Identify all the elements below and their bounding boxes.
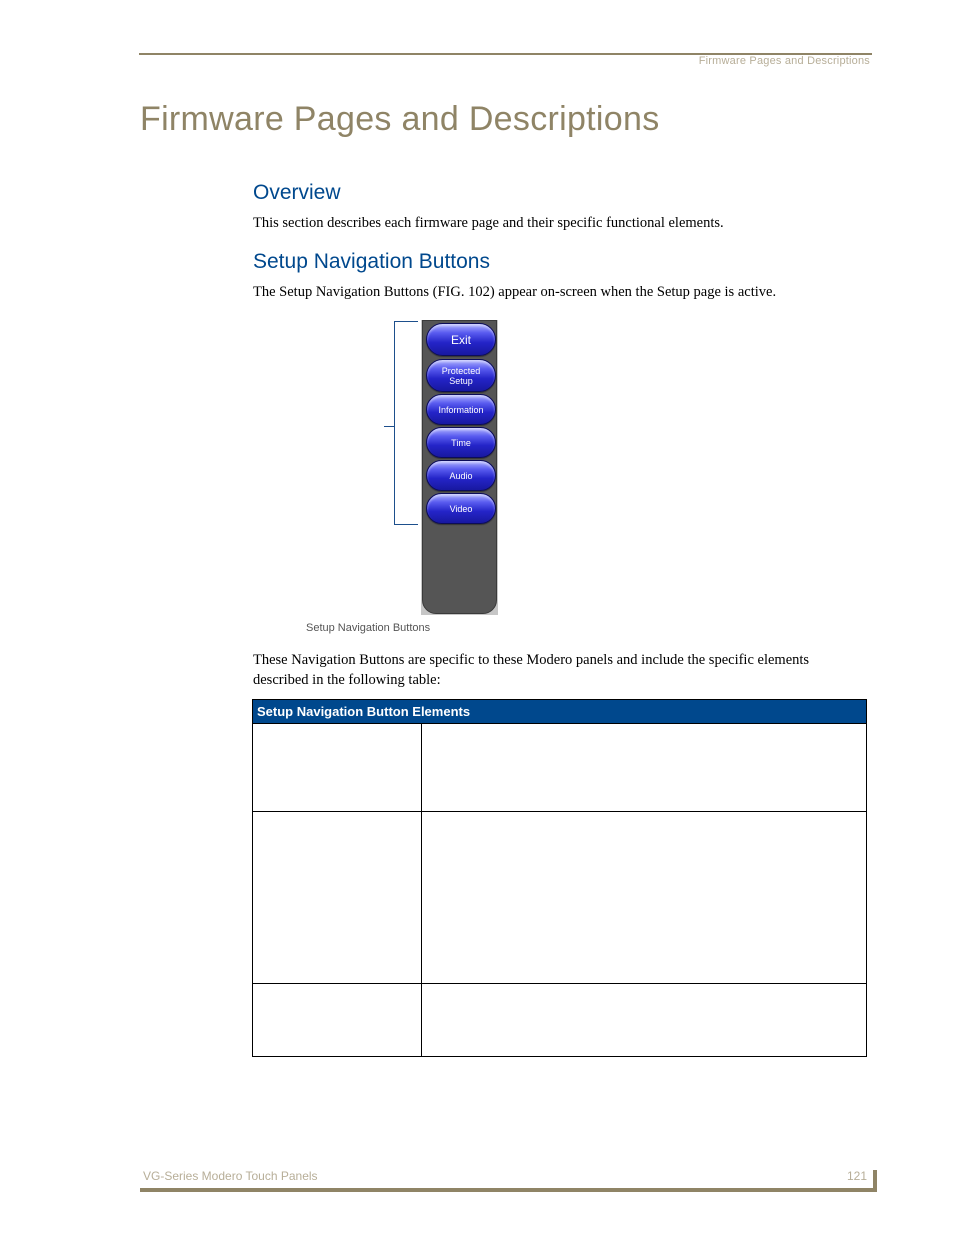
table-row	[253, 984, 867, 1057]
page-number: 121	[847, 1169, 868, 1183]
table-cell	[422, 812, 867, 984]
exit-button-label: Exit	[450, 332, 471, 347]
overview-heading: Overview	[253, 181, 341, 204]
information-button-label: Information	[438, 404, 484, 415]
elements-table	[252, 699, 867, 1057]
running-head: Firmware Pages and Descriptions	[698, 55, 870, 67]
protected-setup-label-2: Setup	[449, 375, 473, 386]
time-button-label: Time	[451, 437, 471, 448]
page-title: Firmware Pages and Descriptions	[140, 100, 660, 138]
time-button[interactable]	[426, 427, 496, 458]
setup-nav-panel-body	[422, 320, 497, 614]
after-figure-text: These Navigation Buttons are specific to these Modero panels and include the specific elements described in the following table:	[253, 652, 810, 688]
figure-bracket-tick	[384, 426, 394, 427]
figure-bracket	[394, 321, 418, 525]
figure-caption: Setup Navigation Buttons	[306, 622, 431, 634]
audio-button-label: Audio	[449, 470, 473, 481]
footer-vertical-rule	[873, 1170, 877, 1192]
information-button[interactable]	[426, 394, 496, 425]
footer-title: VG-Series Modero Touch Panels	[143, 1169, 318, 1183]
video-button[interactable]	[426, 493, 496, 524]
table-row	[253, 812, 867, 984]
table-header: Setup Navigation Button Elements	[253, 700, 867, 724]
footer-rule	[140, 1188, 877, 1192]
table-cell	[253, 724, 422, 812]
audio-button[interactable]	[426, 460, 496, 491]
table-cell	[422, 724, 867, 812]
overview-text: This section describes each firmware page and their specific functional elements.	[253, 215, 724, 231]
video-button-label: Video	[449, 503, 473, 514]
protected-setup-label-1: Protected	[441, 365, 481, 376]
table-row	[253, 724, 867, 812]
protected-setup-button[interactable]	[426, 359, 496, 392]
setup-nav-text: The Setup Navigation Buttons (FIG. 102) appear on-screen when the Setup page is active.	[253, 284, 777, 300]
setup-nav-panel	[421, 320, 498, 615]
setup-nav-heading: Setup Navigation Buttons	[253, 250, 490, 273]
table-cell	[253, 984, 422, 1057]
exit-button[interactable]	[426, 323, 496, 356]
table-cell	[422, 984, 867, 1057]
table-cell	[253, 812, 422, 984]
